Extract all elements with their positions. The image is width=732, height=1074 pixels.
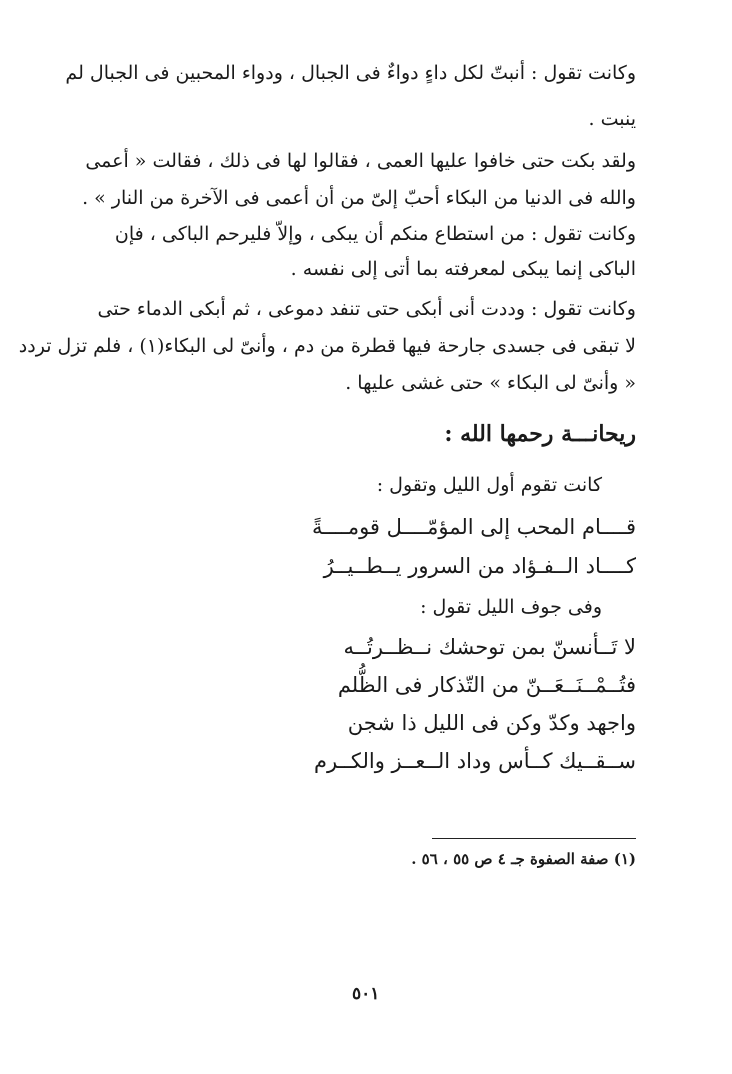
verse-1-line-1: قــــام المحب إلى المؤمّــــل قومــــةً [311, 515, 636, 539]
verse-2-line-4: ســقــيك كــأس وداد الــعــز والكــرم [313, 749, 636, 773]
text-line-5: وكانت تقول : من استطاع منكم أن يبكى ، وإلاّ فليرحم الباكى ، فإن [114, 223, 636, 245]
section-heading: ريحانـــة رحمها الله : [444, 421, 636, 447]
text-line-8: لا تبقى فى جسدى جارحة فيها قطرة من دم ، وأنىّ لى البكاء(١) ، فلم تزل تردد [18, 335, 636, 357]
text-line-3: ولقد بكت حتى خافوا عليها العمى ، فقالوا لها فى ذلك ، فقالت « أعمى [85, 150, 636, 172]
verse-2-line-2: فتُــمْــنَــعَــنّ من التّذكار فى الظُّلم [337, 673, 636, 697]
text-line-9: « وأنىّ لى البكاء » حتى غشى عليها . [345, 372, 636, 394]
intro-line-2: وفى جوف الليل تقول : [420, 596, 602, 618]
text-line-4: والله فى الدنيا من البكاء أحبّ إلىّ من أن أعمى فى الآخرة من النار » . [82, 187, 636, 209]
text-line-2: ينبت . [588, 108, 636, 130]
text-line-6: الباكى إنما يبكى لمعرفته بما أتى إلى نفسه . [290, 258, 636, 280]
page-number: ٥٠١ [352, 984, 380, 1004]
text-line-7: وكانت تقول : وددت أنى أبكى حتى تنفد دموعى ، ثم أبكى الدماء حتى [97, 298, 636, 320]
verse-2-line-1: لا تَــأنسنّ بمن توحشك نــظــرتُــه [343, 635, 636, 659]
footnote: (١) صفة الصفوة جـ ٤ ص ٥٥ ، ٥٦ . [411, 850, 636, 868]
intro-line-1: كانت تقوم أول الليل وتقول : [376, 474, 602, 496]
footnote-rule [432, 838, 636, 839]
verse-2-line-3: واجهد وكدّ وكن فى الليل ذا شجن [347, 711, 636, 735]
text-line-1: وكانت تقول : أنبتّ لكل داءٍ دواءٌ فى الجبال ، ودواء المحبين فى الجبال لم [65, 62, 636, 84]
verse-1-line-2: كــــاد الــفـؤاد من السرور يــطــيــرُ [323, 554, 636, 578]
